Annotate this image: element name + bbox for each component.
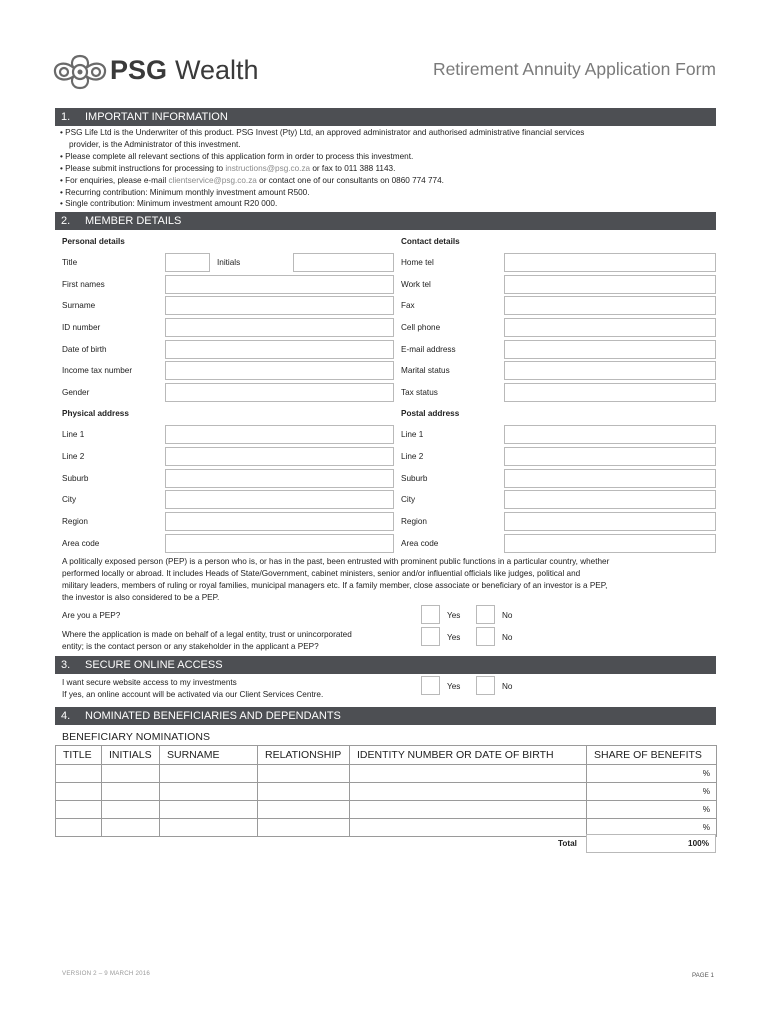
section-4-header <box>55 707 716 725</box>
physical-region-field[interactable] <box>165 512 394 531</box>
col-title: TITLE <box>56 746 102 765</box>
physical-line2-field[interactable] <box>165 447 394 466</box>
section-3-header <box>55 656 716 674</box>
title-cell[interactable] <box>56 819 102 837</box>
initials-cell[interactable] <box>102 783 160 801</box>
initials-label: Initials <box>217 258 241 267</box>
gender-label: Gender <box>62 388 90 397</box>
dob-label: Date of birth <box>62 345 107 354</box>
col-surname: SURNAME <box>160 746 258 765</box>
info-text: • Please submit instructions for processing to <box>60 163 226 173</box>
online-access-yes-label: Yes <box>447 682 461 691</box>
brand-name-bold: PSG <box>110 55 168 85</box>
col-relationship: RELATIONSHIP <box>258 746 350 765</box>
share-cell[interactable]: % <box>587 801 717 819</box>
version-note: VERSION 2 – 9 MARCH 2016 <box>62 970 151 977</box>
section-number: 1. <box>61 111 71 123</box>
surname-label: Surname <box>62 301 96 310</box>
postal-area-code-label: Area code <box>401 539 439 548</box>
title-cell[interactable] <box>56 783 102 801</box>
postal-line1-label: Line 1 <box>401 430 424 439</box>
table-header-row <box>56 746 717 765</box>
online-access-line1: I want secure website access to my investments <box>62 678 237 687</box>
dob-field[interactable] <box>165 340 394 359</box>
tax-status-label: Tax status <box>401 388 438 397</box>
section-1-header <box>55 108 716 126</box>
title-cell[interactable] <box>56 801 102 819</box>
pep-text-line: the investor is also considered to be a PEP. <box>62 593 220 602</box>
physical-line1-label: Line 1 <box>62 430 85 439</box>
postal-region-field[interactable] <box>504 512 716 531</box>
info-bullet: • PSG Life Ltd is the Underwriter of this product. PSG Invest (Pty) Ltd, an approved administrator and authorised administrative financial services <box>60 128 585 137</box>
info-text: or fax to 011 388 1143. <box>310 163 396 173</box>
section-number: 4. <box>61 710 71 722</box>
identity-cell[interactable] <box>350 765 587 783</box>
online-access-no-checkbox[interactable] <box>476 676 495 695</box>
col-share: SHARE OF BENEFITS <box>587 746 717 765</box>
info-text: • For enquiries, please e-mail <box>60 175 169 185</box>
pep-no-checkbox[interactable] <box>476 605 495 624</box>
marital-status-label: Marital status <box>401 366 450 375</box>
pep-yes-label: Yes <box>447 611 461 620</box>
title-cell[interactable] <box>56 765 102 783</box>
personal-details-heading: Personal details <box>62 237 125 246</box>
entity-pep-yes-checkbox[interactable] <box>421 627 440 646</box>
income-tax-label: Income tax number <box>62 366 133 375</box>
pep-definition <box>62 556 712 604</box>
physical-address-heading: Physical address <box>62 409 129 418</box>
work-tel-label: Work tel <box>401 280 431 289</box>
pep-text-line: military leaders, members of ruling or royal families, municipal managers etc. If a family member, close associate or beneficiary of an investor is a PEP, <box>62 581 608 590</box>
physical-city-label: City <box>62 495 77 504</box>
info-bullet <box>60 175 710 187</box>
total-label: Total <box>558 839 577 848</box>
physical-suburb-label: Suburb <box>62 474 89 483</box>
brand-name-light: Wealth <box>175 55 259 85</box>
fax-field[interactable] <box>504 296 716 315</box>
share-cell[interactable]: % <box>587 783 717 801</box>
income-tax-field[interactable] <box>165 361 394 380</box>
identity-cell[interactable] <box>350 801 587 819</box>
entity-pep-question-line1: Where the application is made on behalf of a legal entity, trust or unincorporated <box>62 630 352 639</box>
table-row <box>56 783 717 801</box>
important-info-list <box>60 127 710 210</box>
physical-region-label: Region <box>62 517 88 526</box>
section-2-header <box>55 212 716 230</box>
info-text: or contact one of our consultants on 0860 774 774. <box>256 175 444 185</box>
initials-cell[interactable] <box>102 765 160 783</box>
initials-cell[interactable] <box>102 819 160 837</box>
pep-no-label: No <box>502 611 513 620</box>
col-identity: IDENTITY NUMBER OR DATE OF BIRTH <box>350 746 587 765</box>
contact-details-heading: Contact details <box>401 237 460 246</box>
info-bullet: • Please complete all relevant sections of this application form in order to process this investment. <box>60 151 414 161</box>
relationship-cell[interactable] <box>258 801 350 819</box>
psg-emblem-icon <box>52 52 108 92</box>
identity-cell[interactable] <box>350 783 587 801</box>
postal-area-code-field[interactable] <box>504 534 716 553</box>
surname-field[interactable] <box>165 296 394 315</box>
section-number: 2. <box>61 215 71 227</box>
pep-text-line: A politically exposed person (PEP) is a person who is, or has in the past, been entrusted with prominent public functions in a particular country, whether <box>62 557 610 566</box>
initials-cell[interactable] <box>102 801 160 819</box>
beneficiary-table <box>55 745 717 837</box>
marital-status-field[interactable] <box>504 361 716 380</box>
tax-status-field[interactable] <box>504 383 716 402</box>
physical-city-field[interactable] <box>165 490 394 509</box>
physical-area-code-field[interactable] <box>165 534 394 553</box>
section-number: 3. <box>61 659 71 671</box>
physical-area-code-label: Area code <box>62 539 100 548</box>
instructions-email-link[interactable]: instructions@psg.co.za <box>225 163 311 173</box>
postal-line1-field[interactable] <box>504 425 716 444</box>
postal-suburb-label: Suburb <box>401 474 428 483</box>
gender-field[interactable] <box>165 383 394 402</box>
clientservice-email-link[interactable]: clientservice@psg.co.za <box>168 175 257 185</box>
postal-suburb-field[interactable] <box>504 469 716 488</box>
page-number: PAGE 1 <box>692 972 714 979</box>
identity-cell[interactable] <box>350 819 587 837</box>
section-title: SECURE ONLINE ACCESS <box>85 659 223 671</box>
postal-address-heading: Postal address <box>401 409 460 418</box>
fax-label: Fax <box>401 301 415 310</box>
form-title: Retirement Annuity Application Form <box>432 59 716 79</box>
entity-pep-question-line2: entity; is the contact person or any stakeholder in the applicant a PEP? <box>62 642 319 651</box>
postal-region-label: Region <box>401 517 427 526</box>
id-number-field[interactable] <box>165 318 394 337</box>
physical-line2-label: Line 2 <box>62 452 85 461</box>
id-number-label: ID number <box>62 323 101 332</box>
physical-suburb-field[interactable] <box>165 469 394 488</box>
entity-pep-no-label: No <box>502 633 513 642</box>
pep-yes-checkbox[interactable] <box>421 605 440 624</box>
section-title: MEMBER DETAILS <box>85 215 182 227</box>
email-field[interactable] <box>504 340 716 359</box>
relationship-cell[interactable] <box>258 819 350 837</box>
section-title: NOMINATED BENEFICIARIES AND DEPENDANTS <box>85 710 341 722</box>
section-title: IMPORTANT INFORMATION <box>85 111 228 123</box>
cell-phone-label: Cell phone <box>401 323 441 332</box>
online-access-no-label: No <box>502 682 513 691</box>
entity-pep-no-checkbox[interactable] <box>476 627 495 646</box>
postal-city-field[interactable] <box>504 490 716 509</box>
table-row <box>56 765 717 783</box>
share-cell[interactable]: % <box>587 765 717 783</box>
initials-field[interactable] <box>293 253 394 272</box>
physical-line1-field[interactable] <box>165 425 394 444</box>
first-names-label: First names <box>62 280 105 289</box>
psg-wealth-logo <box>52 52 272 94</box>
home-tel-field[interactable] <box>504 253 716 272</box>
title-field[interactable] <box>165 253 210 272</box>
surname-cell[interactable] <box>160 765 258 783</box>
first-names-field[interactable] <box>165 275 394 294</box>
online-access-yes-checkbox[interactable] <box>421 676 440 695</box>
beneficiary-nominations-title: BENEFICIARY NOMINATIONS <box>62 731 211 743</box>
postal-city-label: City <box>401 495 416 504</box>
pep-text-line: performed locally or abroad. It includes Heads of State/Government, cabinet ministers, senior and/or influential officials like judges, political and <box>62 569 581 578</box>
surname-cell[interactable] <box>160 819 258 837</box>
home-tel-label: Home tel <box>401 258 434 267</box>
surname-cell[interactable] <box>160 783 258 801</box>
work-tel-field[interactable] <box>504 275 716 294</box>
cell-phone-field[interactable] <box>504 318 716 337</box>
col-initials: INITIALS <box>102 746 160 765</box>
relationship-cell[interactable] <box>258 765 350 783</box>
table-row <box>56 801 717 819</box>
info-bullet: • Recurring contribution: Minimum monthly investment amount R500. <box>60 187 310 197</box>
total-value: 100% <box>586 834 716 853</box>
share-cell[interactable]: % <box>587 819 717 837</box>
email-label: E-mail address <box>401 345 456 354</box>
title-label: Title <box>62 258 78 267</box>
pep-question: Are you a PEP? <box>62 611 121 620</box>
postal-line2-field[interactable] <box>504 447 716 466</box>
relationship-cell[interactable] <box>258 783 350 801</box>
online-access-line2: If yes, an online account will be activated via our Client Services Centre. <box>62 690 324 699</box>
surname-cell[interactable] <box>160 801 258 819</box>
info-bullet-continued: provider, is the Administrator of this investment. <box>69 139 241 149</box>
postal-line2-label: Line 2 <box>401 452 424 461</box>
entity-pep-yes-label: Yes <box>447 633 461 642</box>
info-bullet: • Single contribution: Minimum investment amount R20 000. <box>60 199 278 209</box>
info-bullet <box>60 163 710 175</box>
